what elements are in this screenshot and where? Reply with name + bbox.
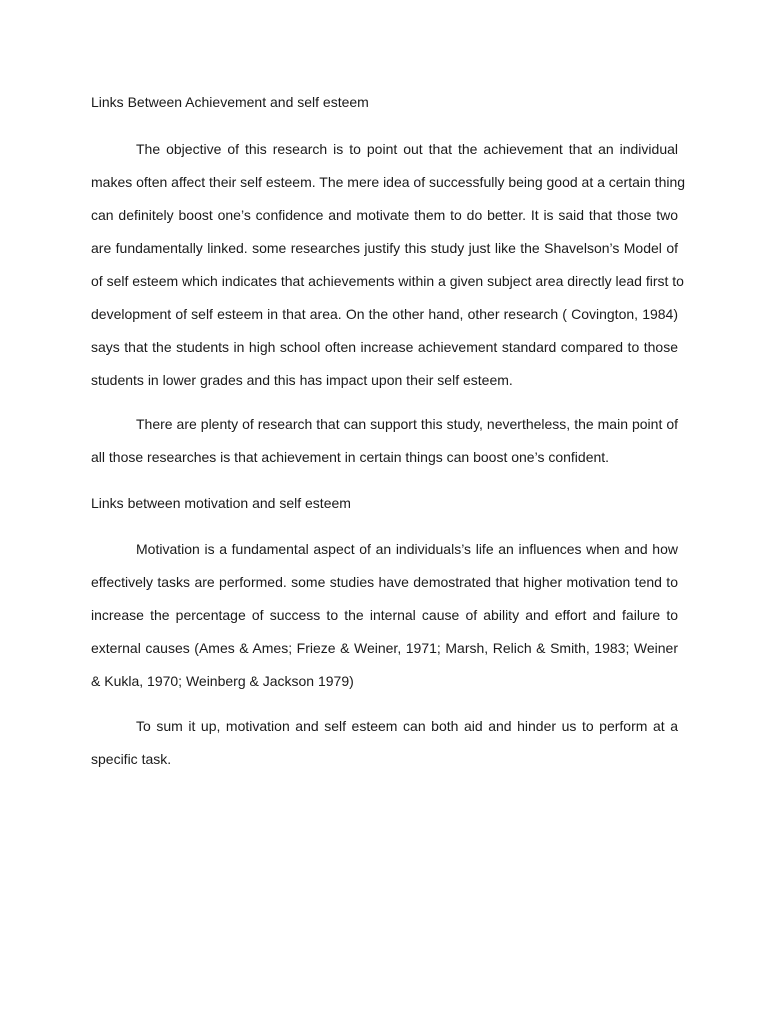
- section-heading-motivation: Links between motivation and self esteem: [91, 495, 351, 511]
- paragraph-line: are fundamentally linked. some researches justify this study just like the Shavelson’s Model of: [91, 240, 678, 256]
- paragraph-plenty-of-research: [91, 408, 678, 474]
- paragraph-objective: [91, 133, 686, 397]
- paragraph-line: all those researches is that achievement in certain things can boost one’s confident.: [91, 449, 610, 465]
- paragraph-motivation: [91, 533, 678, 698]
- paragraph-line: specific task.: [91, 751, 172, 767]
- paragraph-line: of self esteem which indicates that achievements within a given subject area directly lead first to: [91, 273, 684, 289]
- paragraph-line: Motivation is a fundamental aspect of an individuals’s life an influences when and how: [136, 541, 678, 557]
- paragraph-line: makes often affect their self esteem. The mere idea of successfully being good at a certain thing: [91, 174, 686, 190]
- paragraph-line: There are plenty of research that can support this study, nevertheless, the main point of: [136, 416, 678, 432]
- paragraph-line: students in lower grades and this has impact upon their self esteem.: [91, 372, 513, 388]
- paragraph-line: The objective of this research is to point out that the achievement that an individual: [136, 141, 678, 157]
- paragraph-line: says that the students in high school often increase achievement standard compared to those: [91, 339, 678, 355]
- paragraph-sum-it-up: [91, 710, 678, 776]
- paragraph-line: increase the percentage of success to the internal cause of ability and effort and failure to: [91, 607, 678, 623]
- section-heading-achievement: Links Between Achievement and self esteem: [91, 94, 369, 110]
- paragraph-line: effectively tasks are performed. some studies have demostrated that higher motivation tend to: [91, 574, 678, 590]
- paragraph-line: can definitely boost one’s confidence and motivate them to do better. It is said that those two: [91, 207, 678, 223]
- paragraph-line: To sum it up, motivation and self esteem can both aid and hinder us to perform at a: [136, 718, 678, 734]
- paragraph-line: external causes (Ames & Ames; Frieze & Weiner, 1971; Marsh, Relich & Smith, 1983; Weiner: [91, 640, 678, 656]
- paragraph-line: development of self esteem in that area. On the other hand, other research ( Covington, 1984): [91, 306, 678, 322]
- paragraph-line: & Kukla, 1970; Weinberg & Jackson 1979): [91, 673, 354, 689]
